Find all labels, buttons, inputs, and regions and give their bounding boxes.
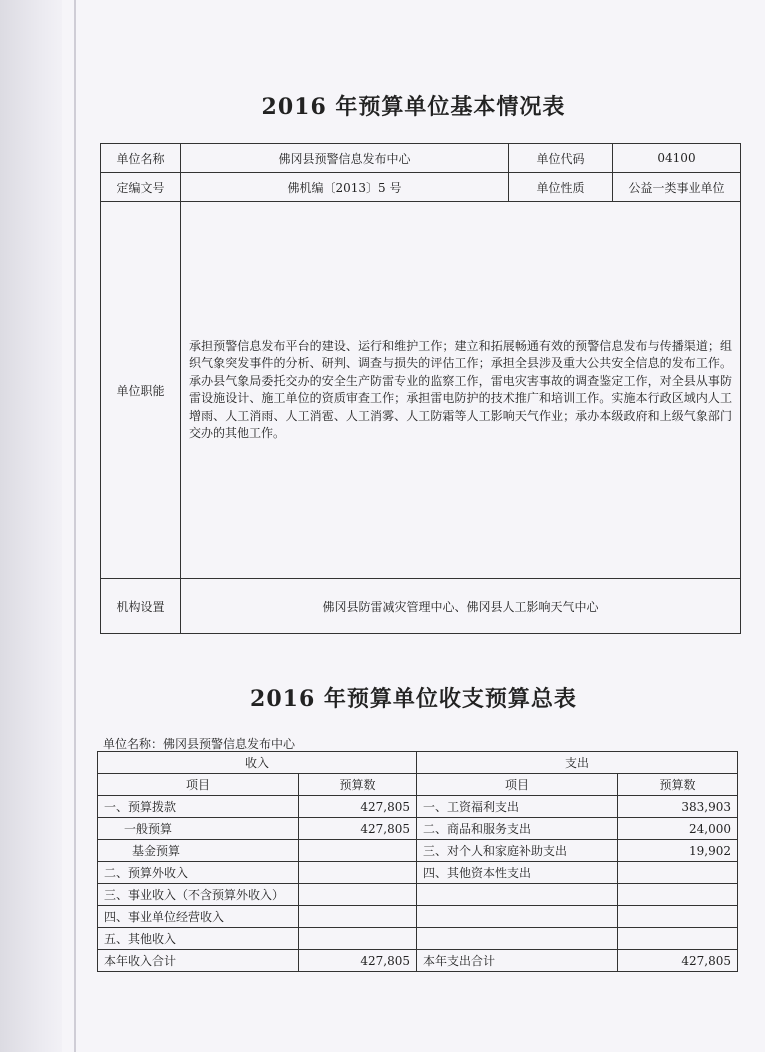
income-amount bbox=[299, 840, 417, 862]
income-amount: 427,805 bbox=[299, 818, 417, 840]
scan-edge bbox=[0, 0, 62, 1052]
total-income-label: 本年收入合计 bbox=[98, 950, 299, 972]
expense-amount-header: 预算数 bbox=[618, 774, 738, 796]
expense-item: 一、工资福利支出 bbox=[417, 796, 618, 818]
basic-info-table bbox=[100, 143, 741, 634]
table-row bbox=[98, 796, 738, 818]
income-amount-header: 预算数 bbox=[299, 774, 417, 796]
expense-item bbox=[417, 906, 618, 928]
org-label: 机构设置 bbox=[101, 579, 181, 634]
expense-item-header: 项目 bbox=[417, 774, 618, 796]
expense-amount: 19,902 bbox=[618, 840, 738, 862]
expense-item: 三、对个人和家庭补助支出 bbox=[417, 840, 618, 862]
summary-table bbox=[97, 751, 738, 972]
income-amount bbox=[299, 928, 417, 950]
table-row bbox=[98, 862, 738, 884]
income-item: 三、事业收入（不含预算外收入） bbox=[98, 884, 299, 906]
unit-nature-label: 单位性质 bbox=[509, 173, 613, 202]
duty-label: 单位职能 bbox=[101, 202, 181, 579]
income-amount bbox=[299, 884, 417, 906]
expense-item bbox=[417, 884, 618, 906]
expense-item bbox=[417, 928, 618, 950]
income-item: 一般预算 bbox=[98, 818, 299, 840]
expense-amount bbox=[618, 884, 738, 906]
table-row bbox=[98, 928, 738, 950]
unit-name-label: 单位名称 bbox=[101, 144, 181, 173]
expense-amount bbox=[618, 928, 738, 950]
total-expense-label: 本年支出合计 bbox=[417, 950, 618, 972]
summary-unit-name: 单位名称：佛冈县预警信息发布中心 bbox=[103, 737, 296, 751]
unit-name-value: 佛冈县预警信息发布中心 bbox=[181, 144, 509, 173]
table-row bbox=[98, 840, 738, 862]
table-row bbox=[98, 818, 738, 840]
income-item: 五、其他收入 bbox=[98, 928, 299, 950]
total-expense-amount: 427,805 bbox=[618, 950, 738, 972]
income-amount bbox=[299, 906, 417, 928]
unit-nature-value: 公益一类事业单位 bbox=[613, 173, 741, 202]
table-row bbox=[98, 752, 738, 774]
duty-text: 承担预警信息发布平台的建设、运行和维护工作；建立和拓展畅通有效的预警信息发布与传播渠道；组织气象突发事件的分析、研判、调查与损失的评估工作；承担全县涉及重大公共安全信息的发布工作。承办县气象局委托交办的安全生产防雷专业的监察工作，雷电灾害事故的调查鉴定工作，对全县从事防雷设施设计、施工单位的资质审查工作；承担雷电防护的技术推广和培训工作。实施本行政区域内人工增雨、人工消雨、人工消雹、人工消雾、人工防霜等人工影响天气作业；承办本级政府和上级气象部门交办的其他工作。 bbox=[181, 202, 741, 579]
income-header: 收入 bbox=[98, 752, 417, 774]
income-amount bbox=[299, 862, 417, 884]
expense-amount bbox=[618, 906, 738, 928]
doc-no-value: 佛机编〔2013〕5 号 bbox=[181, 173, 509, 202]
unit-code-value: 04100 bbox=[613, 144, 741, 173]
table-row bbox=[98, 884, 738, 906]
income-item: 四、事业单位经营收入 bbox=[98, 906, 299, 928]
table-row bbox=[98, 950, 738, 972]
expense-item: 四、其他资本性支出 bbox=[417, 862, 618, 884]
income-item: 一、预算拨款 bbox=[98, 796, 299, 818]
table-row bbox=[98, 774, 738, 796]
page-fold bbox=[74, 0, 76, 1052]
income-item-header: 项目 bbox=[98, 774, 299, 796]
expense-item: 二、商品和服务支出 bbox=[417, 818, 618, 840]
income-item: 基金预算 bbox=[98, 840, 299, 862]
expense-amount: 24,000 bbox=[618, 818, 738, 840]
org-text: 佛冈县防雷减灾管理中心、佛冈县人工影响天气中心 bbox=[181, 579, 741, 634]
income-item: 二、预算外收入 bbox=[98, 862, 299, 884]
basic-info-title: 2016 年预算单位基本情况表 bbox=[261, 94, 566, 120]
income-amount: 427,805 bbox=[299, 796, 417, 818]
table-row bbox=[101, 579, 741, 634]
expense-header: 支出 bbox=[417, 752, 738, 774]
expense-amount bbox=[618, 862, 738, 884]
total-income-amount: 427,805 bbox=[299, 950, 417, 972]
table-row bbox=[101, 202, 741, 579]
unit-code-label: 单位代码 bbox=[509, 144, 613, 173]
summary-title: 2016 年预算单位收支预算总表 bbox=[250, 686, 577, 712]
expense-amount: 383,903 bbox=[618, 796, 738, 818]
table-row bbox=[101, 144, 741, 173]
table-row bbox=[101, 173, 741, 202]
doc-no-label: 定编文号 bbox=[101, 173, 181, 202]
table-row bbox=[98, 906, 738, 928]
